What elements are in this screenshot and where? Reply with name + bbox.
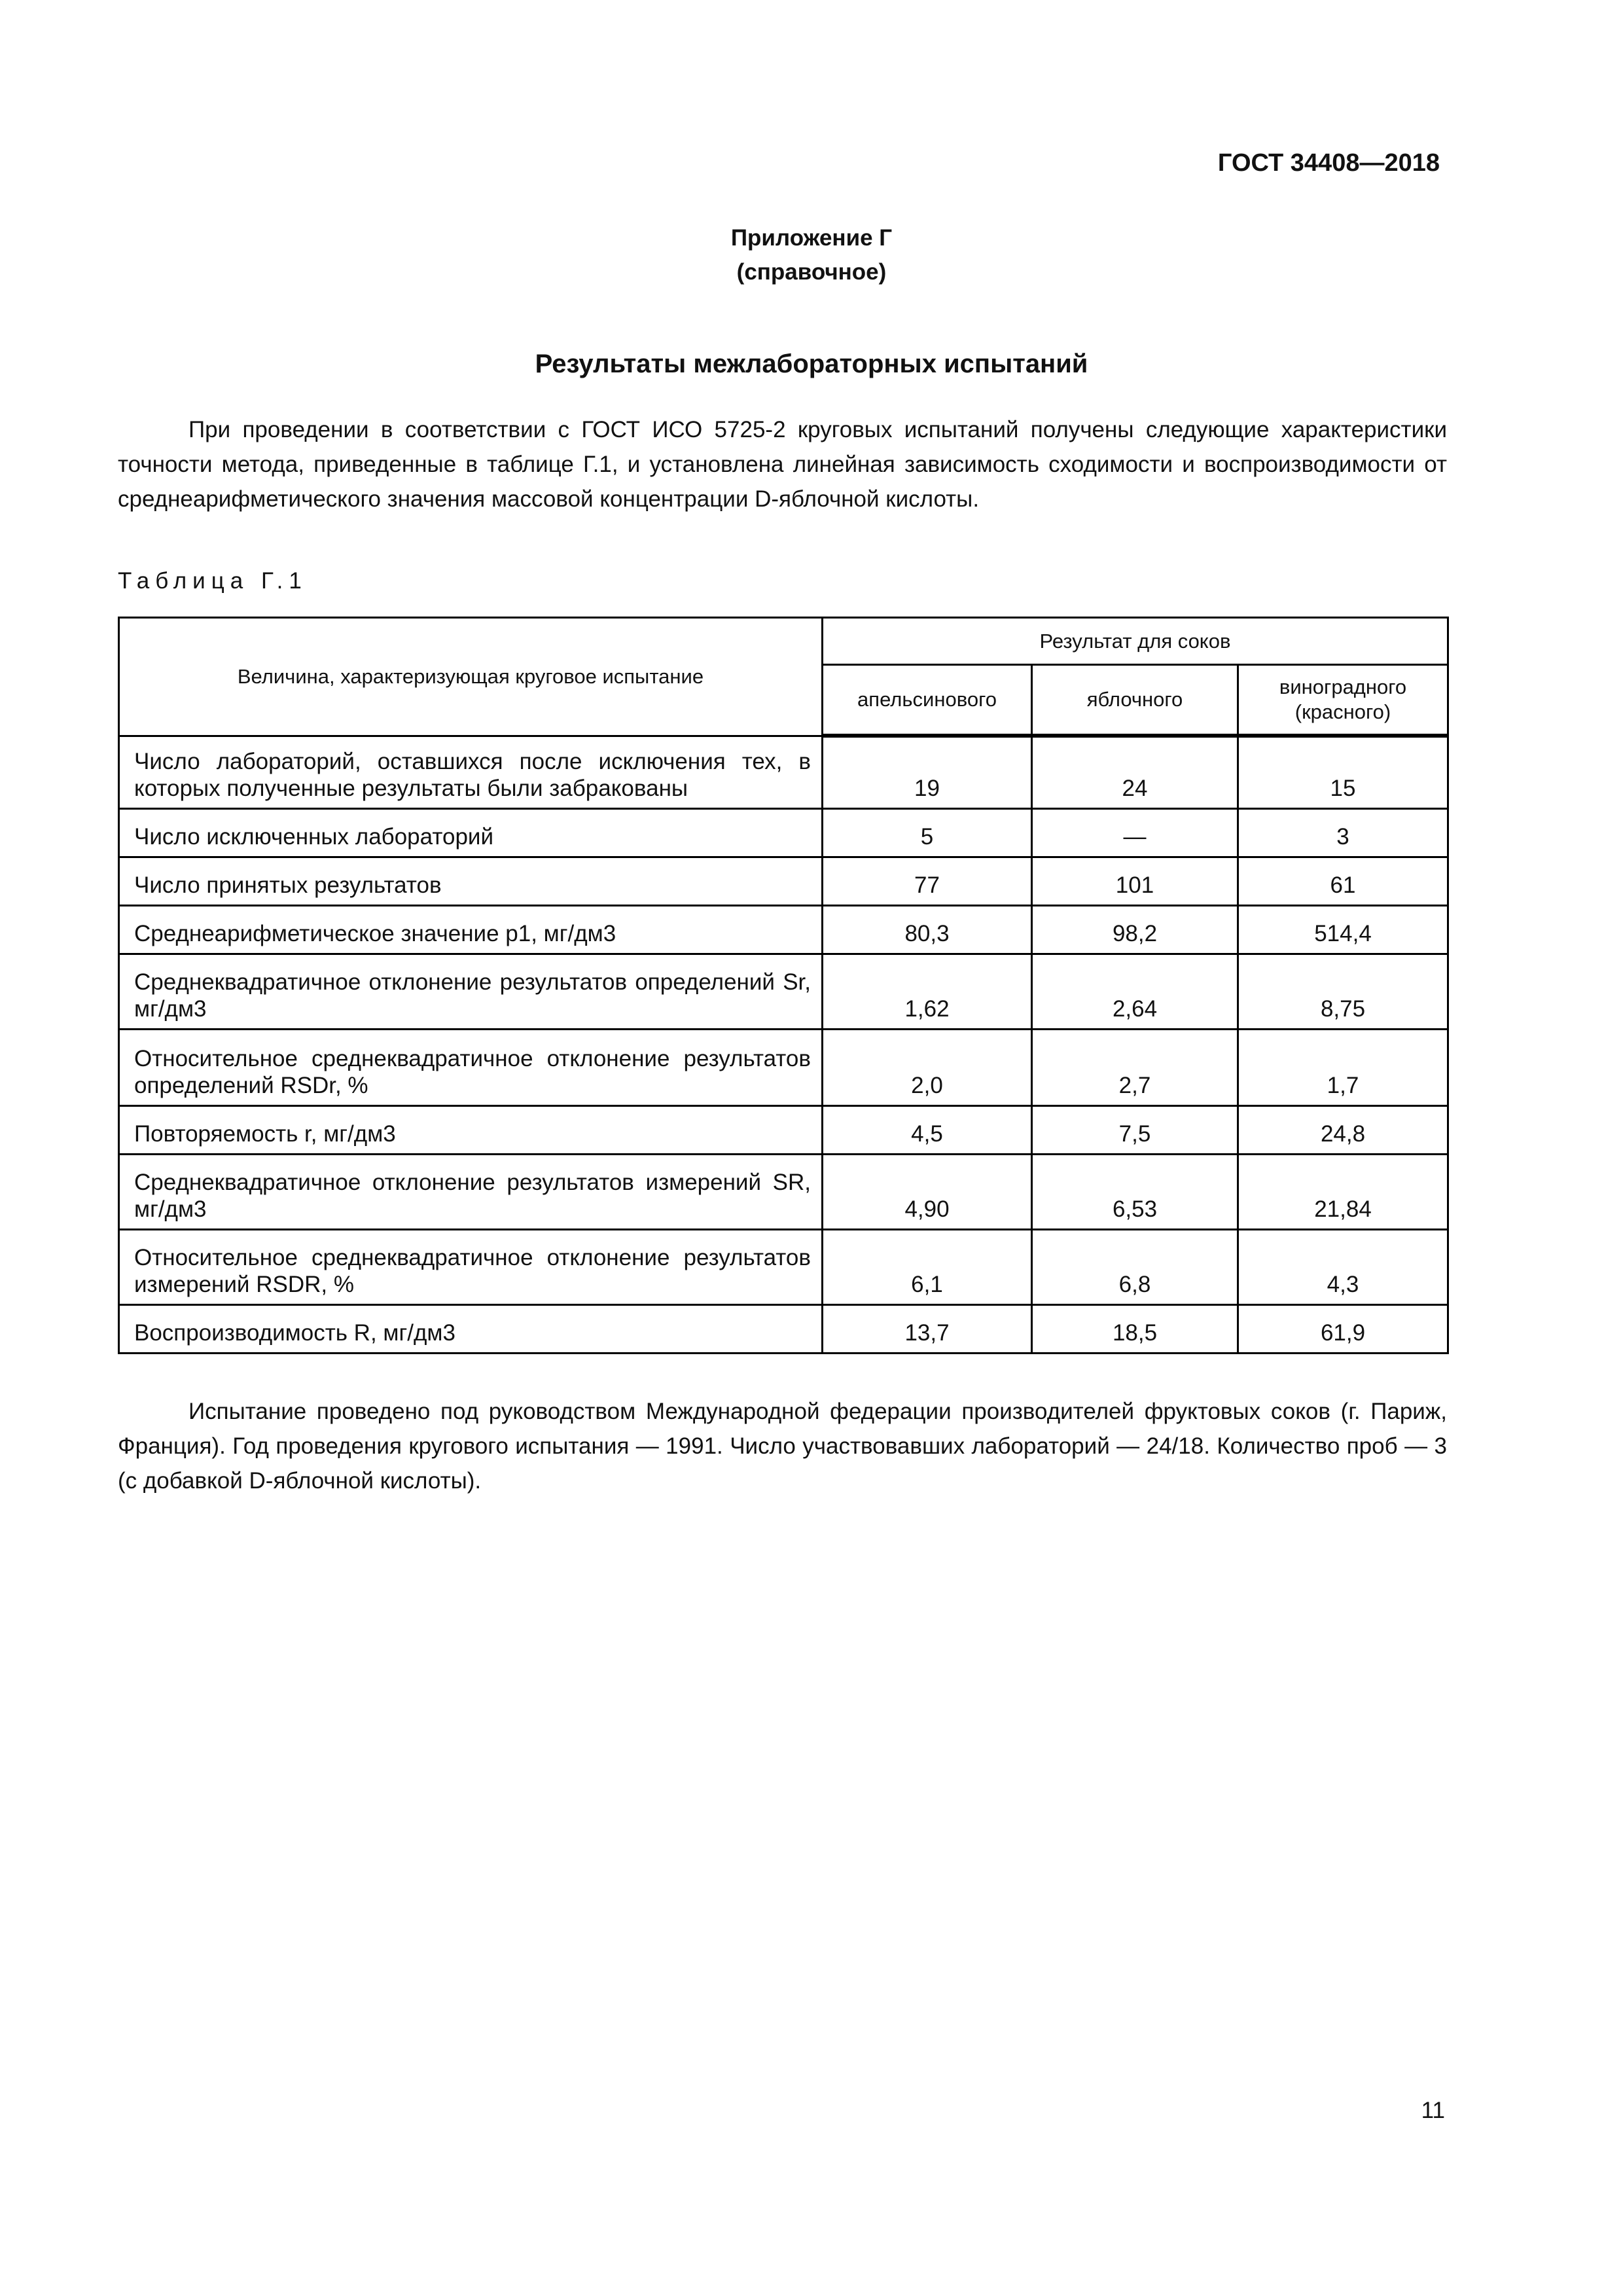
row-value: 21,84 [1238,1154,1448,1229]
row-value: 2,7 [1032,1029,1238,1105]
table-row [119,1304,1448,1353]
note-paragraph: Испытание проведено под руководством Международной федерации производителей фруктовых соков (г. Париж, Франция). Год проведения кругового испытания — 1991. Число участвовавших лабораторий — 24/18. Количество проб — 3 (с добавкой D-яблочной кислоты). [118,1399,1447,1494]
row-value: 101 [1032,857,1238,905]
row-value: 1,62 [823,954,1032,1029]
row-value: 13,7 [823,1304,1032,1353]
row-value: 4,3 [1238,1229,1448,1304]
row-value: 24,8 [1238,1105,1448,1154]
row-label: Число принятых результатов [119,857,823,905]
row-value: 8,75 [1238,954,1448,1029]
section-title: Результаты межлабораторных испытаний [535,350,1088,378]
row-value: 4,5 [823,1105,1032,1154]
table-row [119,905,1448,954]
row-value: 18,5 [1032,1304,1238,1353]
row-value: 6,8 [1032,1229,1238,1304]
row-label: Относительное среднеквадратичное отклонение результатов измерений RSDR, % [119,1229,823,1304]
row-value: 98,2 [1032,905,1238,954]
header-results-group: Результат для соков [823,618,1448,665]
row-value: 4,90 [823,1154,1032,1229]
row-label: Число лабораторий, оставшихся после исключения тех, в которых полученные результаты были забракованы [119,736,823,808]
intro-paragraph: При проведении в соответствии с ГОСТ ИСО 5725-2 круговых испытаний получены следующие характеристики точности метода, приведенные в таблице Г.1, и установлена линейная зависимость сходимости и воспроизводимости от среднеарифметического значения массовой концентрации D-яблочной кислоты. [118,417,1447,512]
table-row [119,1029,1448,1105]
page-number: 11 [1421,2098,1445,2123]
appendix-status: (справочное) [736,259,887,285]
row-label: Среднеарифметическое значение p1, мг/дм3 [119,905,823,954]
row-value: 19 [823,736,1032,808]
table-row [119,808,1448,857]
row-value: 2,64 [1032,954,1238,1029]
row-label: Среднеквадратичное отклонение результатов определений Sr, мг/дм3 [119,954,823,1029]
header-quantity: Величина, характеризующая круговое испытание [119,618,823,736]
row-label: Воспроизводимость R, мг/дм3 [119,1304,823,1353]
row-value: 15 [1238,736,1448,808]
table-row [119,1105,1448,1154]
row-value: 61,9 [1238,1304,1448,1353]
table-caption: Таблица Г.1 [118,568,308,594]
row-value: 6,1 [823,1229,1032,1304]
table-row [119,1229,1448,1304]
header-apple: яблочного [1032,665,1238,736]
table-row [119,1154,1448,1229]
row-value: 514,4 [1238,905,1448,954]
row-label: Среднеквадратичное отклонение результатов измерений SR, мг/дм3 [119,1154,823,1229]
row-value: 2,0 [823,1029,1032,1105]
row-value: 24 [1032,736,1238,808]
row-value: 80,3 [823,905,1032,954]
row-label: Число исключенных лабораторий [119,808,823,857]
results-table [118,617,1449,1354]
row-value: 5 [823,808,1032,857]
row-value: — [1032,808,1238,857]
header-grape: виноградного (красного) [1238,665,1448,736]
row-value: 1,7 [1238,1029,1448,1105]
row-value: 61 [1238,857,1448,905]
row-label: Относительное среднеквадратичное отклонение результатов определений RSDr, % [119,1029,823,1105]
row-value: 7,5 [1032,1105,1238,1154]
table-row [119,736,1448,808]
appendix-title: Приложение Г [730,225,893,251]
table-row [119,954,1448,1029]
standard-designation: ГОСТ 34408—2018 [1217,149,1440,177]
table-row [119,857,1448,905]
row-value: 77 [823,857,1032,905]
row-label: Повторяемость r, мг/дм3 [119,1105,823,1154]
header-orange: апельсинового [823,665,1032,736]
row-value: 3 [1238,808,1448,857]
row-value: 6,53 [1032,1154,1238,1229]
